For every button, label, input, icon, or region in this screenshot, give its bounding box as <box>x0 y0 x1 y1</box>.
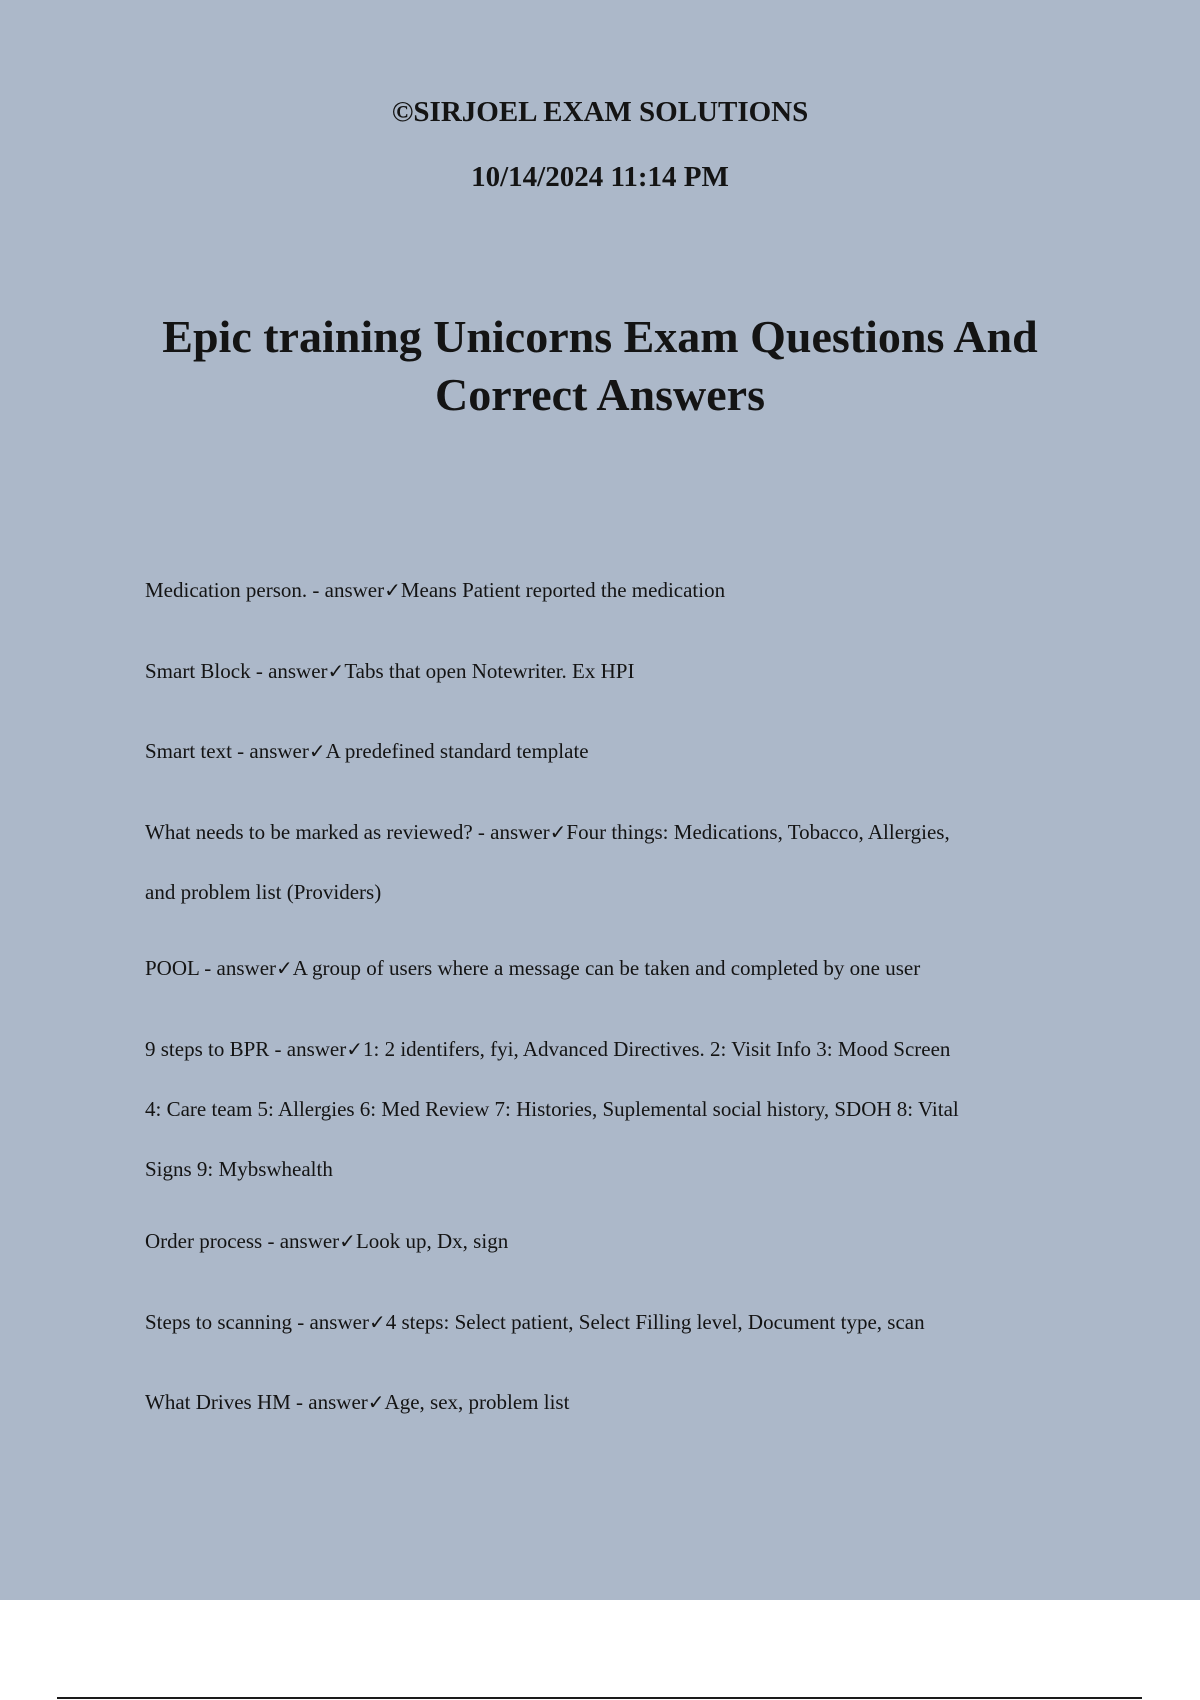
answer-text: Tabs that open Notewriter. Ex HPI <box>344 659 635 683</box>
question-text: What needs to be marked as reviewed? - answer <box>145 820 550 844</box>
check-icon: ✓ <box>339 1229 356 1253</box>
question-text: Smart Block - answer <box>145 659 328 683</box>
qa-item <box>145 1019 1095 1199</box>
answer-continuation: 4: Care team 5: Allergies 6: Med Review 7: Histories, Suplemental social history, SDOH 8: Vital <box>145 1097 959 1121</box>
footer-divider <box>57 1697 1142 1699</box>
qa-line <box>145 802 1095 862</box>
qa-item <box>145 1372 1095 1432</box>
qa-line <box>145 1292 1095 1352</box>
check-icon: ✓ <box>368 1310 386 1334</box>
answer-continuation: and problem list (Providers) <box>145 880 382 904</box>
answer-text: 1: 2 identifers, fyi, Advanced Directives. 2: Visit Info 3: Mood Screen <box>363 1037 951 1061</box>
qa-line <box>145 560 1095 620</box>
answer-text: 4 steps: Select patient, Select Filling level, Document type, scan <box>385 1310 925 1334</box>
qa-line <box>145 721 1095 781</box>
check-icon: ✓ <box>346 1037 364 1061</box>
title-line-2: Correct Answers <box>435 369 765 420</box>
check-icon: ✓ <box>308 739 326 763</box>
check-icon: ✓ <box>549 820 567 844</box>
question-text: 9 steps to BPR - answer <box>145 1037 347 1061</box>
qa-line <box>145 1019 1095 1079</box>
question-text: POOL - answer <box>145 956 277 980</box>
qa-item <box>145 560 1095 620</box>
check-icon: ✓ <box>327 659 345 683</box>
qa-line <box>145 938 1095 998</box>
timestamp-header: 10/14/2024 11:14 PM <box>471 161 729 193</box>
brand-header: ©SIRJOEL EXAM SOLUTIONS <box>391 96 809 128</box>
answer-text: Look up, Dx, sign <box>355 1229 509 1253</box>
qa-item <box>145 1292 1095 1352</box>
question-text: Order process - answer <box>145 1229 340 1253</box>
document-title <box>100 308 1100 424</box>
check-icon: ✓ <box>384 578 401 602</box>
question-text: Steps to scanning - answer <box>145 1310 369 1334</box>
answer-text: Means Patient reported the medication <box>400 578 726 602</box>
qa-line <box>145 1211 1095 1271</box>
answer-text: A group of users where a message can be taken and completed by one user <box>292 956 921 980</box>
question-text: Smart text - answer <box>145 739 309 763</box>
answer-text: Age, sex, problem list <box>384 1390 570 1414</box>
question-text: Medication person. - answer <box>145 578 385 602</box>
qa-item <box>145 938 1095 998</box>
qa-line <box>145 641 1095 701</box>
check-icon: ✓ <box>276 956 293 980</box>
qa-line <box>145 1372 1095 1432</box>
question-text: What Drives HM - answer <box>145 1390 368 1414</box>
qa-item <box>145 721 1095 781</box>
check-icon: ✓ <box>367 1390 385 1414</box>
qa-item <box>145 1211 1095 1271</box>
qa-item <box>145 641 1095 701</box>
answer-text: Four things: Medications, Tobacco, Allergies, <box>566 820 950 844</box>
answer-continuation: Signs 9: Mybswhealth <box>145 1157 333 1181</box>
qa-item <box>145 802 1095 922</box>
answer-text: A predefined standard template <box>325 739 589 763</box>
title-line-1: Epic training Unicorns Exam Questions And <box>162 311 1038 362</box>
